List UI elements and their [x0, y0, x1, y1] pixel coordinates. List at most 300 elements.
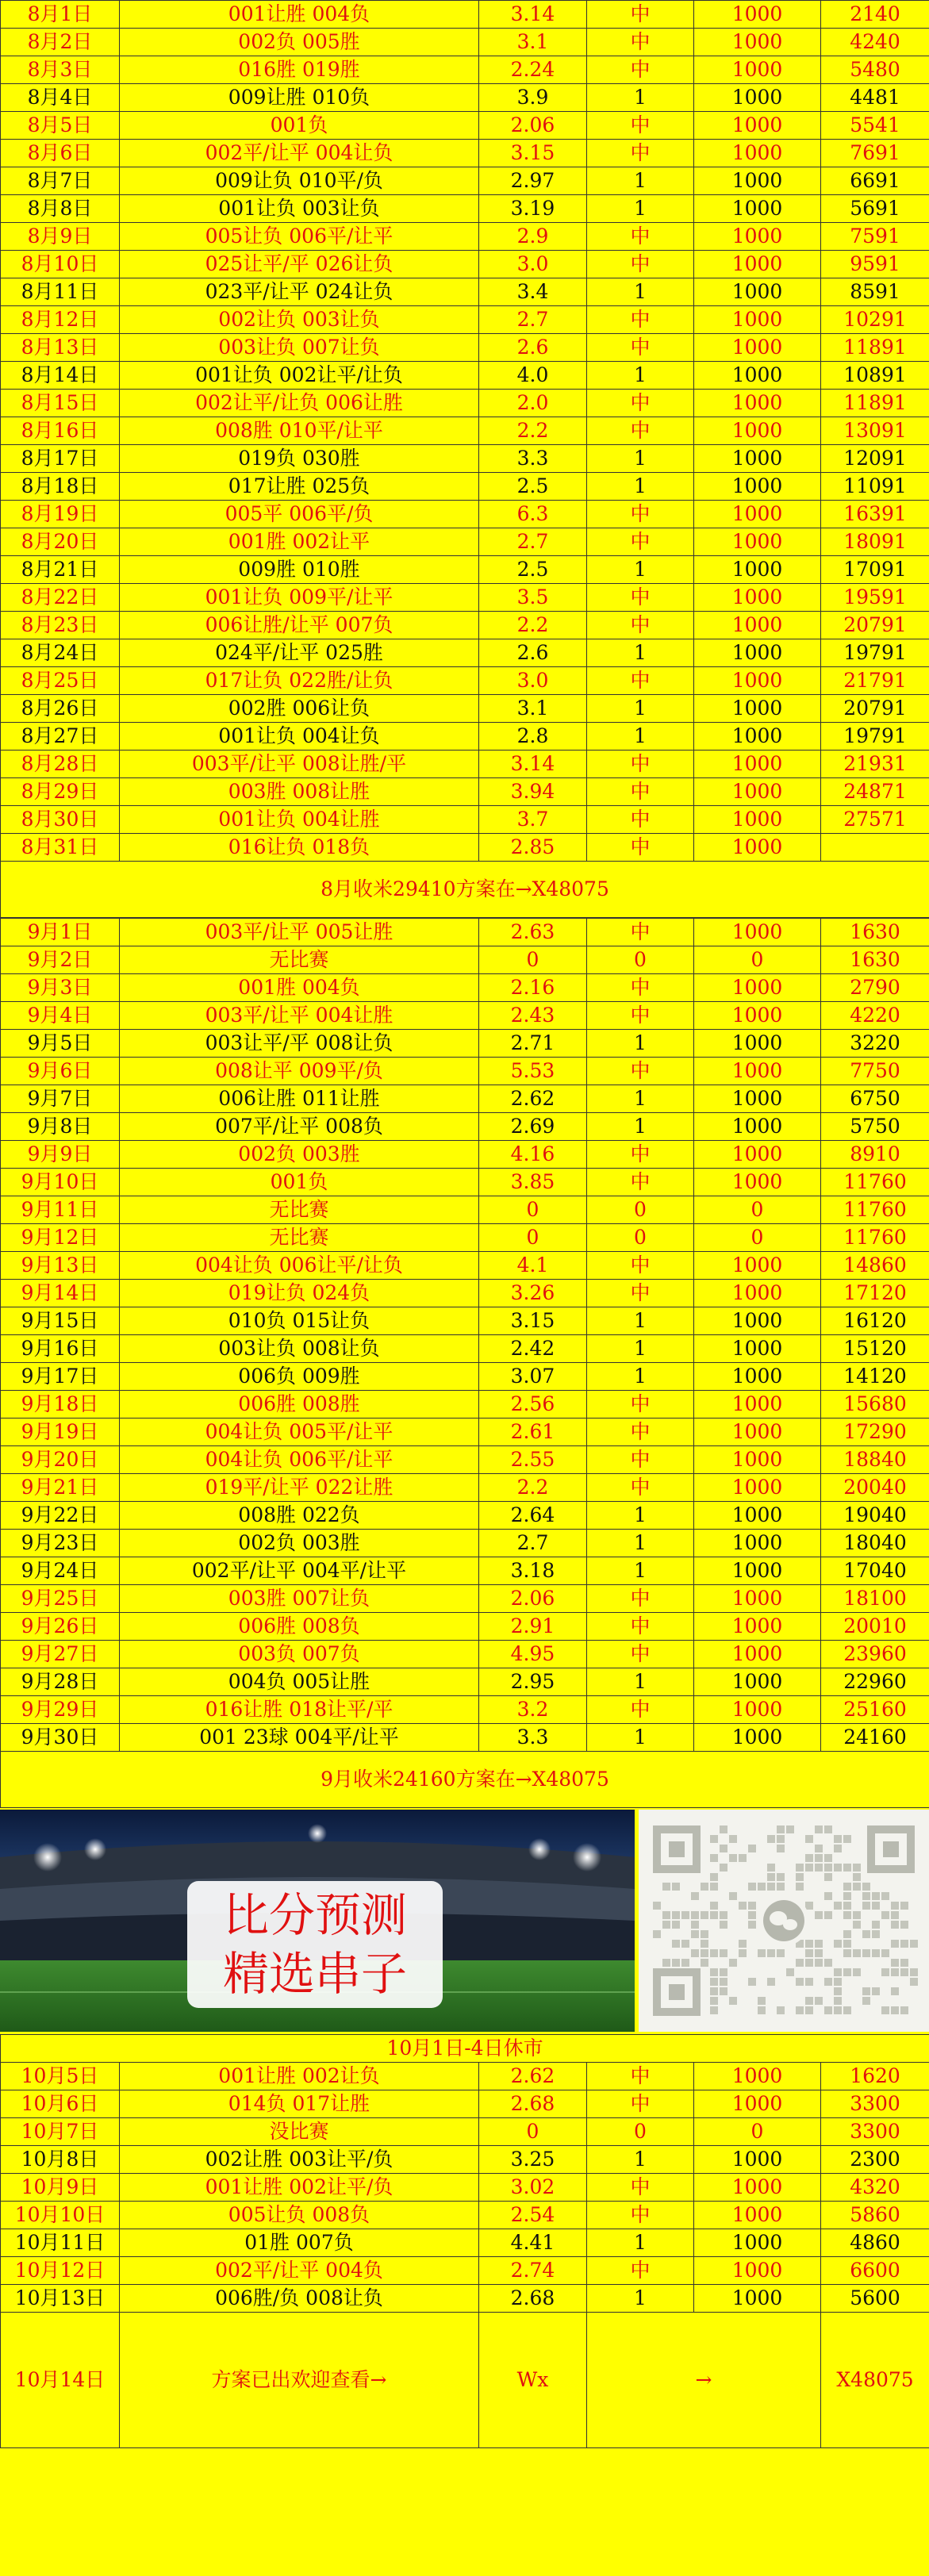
cell-result: 1 — [587, 556, 694, 584]
cell-picks: 002负 003胜 — [120, 1141, 479, 1169]
table-row — [1, 2146, 929, 2174]
table-row — [1, 362, 929, 390]
table-row — [1, 501, 929, 528]
promo-banner — [0, 1808, 929, 2034]
qr-module — [824, 1978, 832, 1986]
qr-module — [748, 1921, 756, 1929]
cell-balance: 3300 — [821, 2118, 929, 2146]
cell-result: 中 — [587, 334, 694, 362]
qr-module — [691, 1930, 699, 1938]
cell-date: 10月7日 — [1, 2118, 120, 2146]
table-row — [1, 2174, 929, 2202]
qr-module — [758, 1997, 766, 2005]
final-code: X48075 — [821, 2313, 929, 2448]
qr-module — [720, 1949, 727, 1957]
qr-module — [681, 1911, 689, 1919]
qr-module — [672, 1911, 680, 1919]
cell-stake: 1000 — [694, 112, 821, 140]
cell-balance: 4240 — [821, 29, 929, 56]
cell-stake: 1000 — [694, 1335, 821, 1363]
qr-module — [720, 1911, 727, 1919]
qr-module — [891, 1968, 899, 1976]
cell-balance: 8591 — [821, 278, 929, 306]
cell-stake: 1000 — [694, 1030, 821, 1058]
qr-module — [796, 1978, 804, 1986]
qr-module — [853, 1873, 861, 1881]
cell-odds: 3.07 — [479, 1363, 587, 1391]
cell-result: 1 — [587, 1307, 694, 1335]
qr-module — [777, 1825, 785, 1833]
cell-balance: 11760 — [821, 1224, 929, 1252]
qr-module — [767, 1873, 775, 1881]
cell-balance: 1630 — [821, 919, 929, 946]
qr-module — [815, 1825, 823, 1833]
cell-picks: 001胜 004负 — [120, 974, 479, 1002]
cell-balance: 11891 — [821, 390, 929, 417]
cell-stake: 1000 — [694, 195, 821, 223]
table-row — [1, 84, 929, 112]
qr-module — [862, 1892, 870, 1900]
cell-date: 10月8日 — [1, 2146, 120, 2174]
cell-odds: 3.5 — [479, 584, 587, 612]
cell-stake: 1000 — [694, 1474, 821, 1502]
cell-picks: 001负 — [120, 112, 479, 140]
qr-module — [720, 1978, 727, 1986]
cell-odds: 2.0 — [479, 390, 587, 417]
qr-module — [710, 1873, 718, 1881]
cell-balance: 21931 — [821, 751, 929, 778]
qr-module — [872, 1987, 880, 1995]
qr-module — [862, 1930, 870, 1938]
cell-picks: 008让平 009平/负 — [120, 1058, 479, 1085]
cell-balance: 19791 — [821, 639, 929, 667]
cell-stake: 1000 — [694, 1557, 821, 1585]
cell-result: 中 — [587, 1419, 694, 1446]
qr-module — [815, 1959, 823, 1967]
cell-result: 1 — [587, 1530, 694, 1557]
cell-stake: 1000 — [694, 1696, 821, 1724]
cell-odds: 2.74 — [479, 2257, 587, 2285]
table-row — [1, 1696, 929, 1724]
qr-module — [710, 1987, 718, 1995]
cell-date: 8月8日 — [1, 195, 120, 223]
cell-picks: 001让负 004让负 — [120, 723, 479, 751]
qr-module — [910, 1978, 918, 1986]
cell-stake: 1000 — [694, 2146, 821, 2174]
cell-picks: 002让胜 003让平/负 — [120, 2146, 479, 2174]
cell-date: 8月19日 — [1, 501, 120, 528]
cell-odds: 3.18 — [479, 1557, 587, 1585]
cell-stake: 1000 — [694, 29, 821, 56]
cell-picks: 006让胜 011让胜 — [120, 1085, 479, 1113]
cell-picks: 009让负 010平/负 — [120, 167, 479, 195]
cell-balance: 11091 — [821, 473, 929, 501]
cell-balance: 19791 — [821, 723, 929, 751]
cell-odds: 3.14 — [479, 751, 587, 778]
table-row — [1, 251, 929, 278]
table-row — [1, 445, 929, 473]
cell-odds: 6.3 — [479, 501, 587, 528]
cell-stake: 1000 — [694, 1280, 821, 1307]
cell-odds: 3.14 — [479, 1, 587, 29]
cell-stake: 1000 — [694, 278, 821, 306]
cell-result: 中 — [587, 1280, 694, 1307]
cell-date: 8月16日 — [1, 417, 120, 445]
cell-result: 中 — [587, 612, 694, 639]
cell-stake: 1000 — [694, 834, 821, 862]
cell-odds: 2.2 — [479, 417, 587, 445]
table-row — [1, 1307, 929, 1335]
cell-odds: 2.8 — [479, 723, 587, 751]
qr-module — [815, 1854, 823, 1862]
qr-module — [843, 1940, 851, 1948]
qr-module — [796, 1864, 804, 1872]
cell-picks: 002让平/让负 006让胜 — [120, 390, 479, 417]
cell-picks: 010负 015让负 — [120, 1307, 479, 1335]
cell-odds: 2.06 — [479, 1585, 587, 1613]
cell-picks: 006胜 008胜 — [120, 1391, 479, 1419]
qr-module — [662, 1883, 670, 1891]
cell-date: 8月25日 — [1, 667, 120, 695]
qr-module — [843, 1835, 851, 1843]
cell-result: 1 — [587, 1113, 694, 1141]
qr-module — [758, 2006, 766, 2014]
qr-module — [910, 1968, 918, 1976]
cell-picks: 003胜 008让胜 — [120, 778, 479, 806]
qr-module — [843, 1892, 851, 1900]
qr-module — [691, 1949, 699, 1957]
table-row — [1, 806, 929, 834]
cell-picks: 001让胜 002让负 — [120, 2063, 479, 2090]
cell-balance: 11891 — [821, 334, 929, 362]
october-rows — [1, 2063, 929, 2313]
cell-date: 10月6日 — [1, 2090, 120, 2118]
cell-result: 中 — [587, 1002, 694, 1030]
qr-module — [767, 1883, 775, 1891]
cell-balance: 4860 — [821, 2229, 929, 2257]
qr-module — [720, 1864, 727, 1872]
cell-balance: 20040 — [821, 1474, 929, 1502]
qr-module — [710, 1854, 718, 1862]
cell-result: 中 — [587, 223, 694, 251]
qr-module — [767, 1864, 775, 1872]
qr-module — [739, 1940, 747, 1948]
qr-module — [843, 1902, 851, 1910]
qr-module — [662, 1959, 670, 1967]
cell-balance: 7591 — [821, 223, 929, 251]
cell-odds: 3.94 — [479, 778, 587, 806]
cell-stake: 1000 — [694, 334, 821, 362]
table-row — [1, 667, 929, 695]
qr-module — [881, 1949, 889, 1957]
cell-picks: 003让负 007让负 — [120, 334, 479, 362]
cell-picks: 019让负 024负 — [120, 1280, 479, 1307]
qr-module — [701, 1959, 708, 1967]
cell-odds: 2.85 — [479, 834, 587, 862]
cell-balance: 6600 — [821, 2257, 929, 2285]
qr-module — [900, 1921, 908, 1929]
cell-date: 8月3日 — [1, 56, 120, 84]
cell-odds: 3.1 — [479, 29, 587, 56]
cell-odds: 3.02 — [479, 2174, 587, 2202]
cell-picks: 003胜 007让负 — [120, 1585, 479, 1613]
cell-result: 1 — [587, 1724, 694, 1752]
cell-stake: 1000 — [694, 1391, 821, 1419]
cell-stake: 1000 — [694, 1530, 821, 1557]
cell-result: 1 — [587, 723, 694, 751]
cell-balance: 5860 — [821, 2202, 929, 2229]
wechat-qr-code-icon[interactable] — [639, 1810, 929, 2032]
cell-balance: 7750 — [821, 1058, 929, 1085]
qr-module — [843, 1949, 851, 1957]
cell-balance — [821, 834, 929, 862]
cell-balance: 11760 — [821, 1196, 929, 1224]
cell-odds: 2.95 — [479, 1668, 587, 1696]
cell-odds: 2.2 — [479, 612, 587, 639]
table-row — [1, 1391, 929, 1419]
table-row — [1, 56, 929, 84]
cell-stake: 1000 — [694, 723, 821, 751]
qr-module — [805, 1835, 813, 1843]
cell-result: 中 — [587, 56, 694, 84]
cell-result: 中 — [587, 2257, 694, 2285]
qr-module — [701, 1949, 708, 1957]
cell-stake: 1000 — [694, 417, 821, 445]
qr-module — [672, 1883, 680, 1891]
qr-module — [881, 1911, 889, 1919]
cell-date: 9月4日 — [1, 1002, 120, 1030]
cell-balance: 18100 — [821, 1585, 929, 1613]
cell-balance: 6750 — [821, 1085, 929, 1113]
table-row — [1, 1613, 929, 1641]
cell-picks: 006让胜/让平 007负 — [120, 612, 479, 639]
cell-odds: 3.15 — [479, 1307, 587, 1335]
cell-odds: 4.16 — [479, 1141, 587, 1169]
cell-picks: 002让负 003让负 — [120, 306, 479, 334]
cell-stake: 1000 — [694, 445, 821, 473]
cell-date: 8月1日 — [1, 1, 120, 29]
cell-balance: 13091 — [821, 417, 929, 445]
cell-odds: 2.5 — [479, 556, 587, 584]
qr-module — [710, 1968, 718, 1976]
cell-picks: 003让平/平 008让负 — [120, 1030, 479, 1058]
qr-module — [872, 1949, 880, 1957]
cell-picks: 001负 — [120, 1169, 479, 1196]
cell-result: 0 — [587, 1196, 694, 1224]
table-row — [1, 2257, 929, 2285]
table-row — [1, 1502, 929, 1530]
cell-date: 10月5日 — [1, 2063, 120, 2090]
cell-balance: 25160 — [821, 1696, 929, 1724]
october-header: 10月1日-4日休市 — [1, 2035, 929, 2063]
cell-result: 0 — [587, 2118, 694, 2146]
qr-module — [843, 1864, 851, 1872]
cell-balance: 10291 — [821, 306, 929, 334]
cell-balance: 19040 — [821, 1502, 929, 1530]
cell-balance: 5600 — [821, 2285, 929, 2313]
cell-result: 中 — [587, 306, 694, 334]
qr-module — [701, 1883, 708, 1891]
cell-result: 中 — [587, 2202, 694, 2229]
qr-module — [891, 1902, 899, 1910]
table-row — [1, 1724, 929, 1752]
qr-module — [843, 1930, 851, 1938]
cell-date: 9月19日 — [1, 1419, 120, 1446]
qr-module — [862, 1997, 870, 2005]
table-row — [1, 723, 929, 751]
cell-picks: 006负 009胜 — [120, 1363, 479, 1391]
cell-date: 8月27日 — [1, 723, 120, 751]
cell-picks: 001让负 002让平/让负 — [120, 362, 479, 390]
table-row — [1, 1585, 929, 1613]
cell-balance: 5750 — [821, 1113, 929, 1141]
table-row — [1, 639, 929, 667]
table-row — [1, 778, 929, 806]
qr-module — [748, 1978, 756, 1986]
cell-result: 中 — [587, 1391, 694, 1419]
cell-picks: 006胜 008负 — [120, 1613, 479, 1641]
qr-module — [662, 1921, 670, 1929]
qr-module — [815, 1845, 823, 1852]
cell-date: 9月7日 — [1, 1085, 120, 1113]
cell-balance: 16120 — [821, 1307, 929, 1335]
cell-stake: 1000 — [694, 362, 821, 390]
cell-date: 8月26日 — [1, 695, 120, 723]
cell-stake: 1000 — [694, 667, 821, 695]
qr-module — [862, 1949, 870, 1957]
qr-module — [739, 1902, 747, 1910]
cell-odds: 2.68 — [479, 2090, 587, 2118]
cell-odds: 3.4 — [479, 278, 587, 306]
qr-module — [843, 1968, 851, 1976]
cell-picks: 001 23球 004平/让平 — [120, 1724, 479, 1752]
cell-picks: 004让负 006让平/让负 — [120, 1252, 479, 1280]
cell-picks: 002负 005胜 — [120, 29, 479, 56]
qr-module — [748, 1883, 756, 1891]
cell-result: 1 — [587, 2285, 694, 2313]
cell-stake: 1000 — [694, 140, 821, 167]
qr-module — [701, 1940, 708, 1948]
cell-picks: 016让胜 018让平/平 — [120, 1696, 479, 1724]
cell-balance: 17091 — [821, 556, 929, 584]
cell-result: 中 — [587, 1169, 694, 1196]
cell-odds: 2.62 — [479, 2063, 587, 2090]
cell-result: 1 — [587, 1668, 694, 1696]
cell-date: 9月3日 — [1, 974, 120, 1002]
qr-module — [834, 1902, 842, 1910]
qr-module — [729, 1892, 737, 1900]
qr-module — [853, 1864, 861, 1872]
cell-odds: 2.24 — [479, 56, 587, 84]
cell-stake: 1000 — [694, 1252, 821, 1280]
cell-picks: 002胜 006让负 — [120, 695, 479, 723]
cell-result: 中 — [587, 29, 694, 56]
qr-module — [691, 1892, 699, 1900]
qr-module — [710, 1997, 718, 2005]
cell-result: 1 — [587, 1363, 694, 1391]
cell-picks: 003让负 008让负 — [120, 1335, 479, 1363]
cell-picks: 001让负 009平/让平 — [120, 584, 479, 612]
qr-module — [691, 1911, 699, 1919]
cell-balance: 1630 — [821, 946, 929, 974]
cell-odds: 2.91 — [479, 1613, 587, 1641]
cell-date: 9月1日 — [1, 919, 120, 946]
table-row — [1, 946, 929, 974]
cell-balance: 20791 — [821, 612, 929, 639]
cell-picks: 014负 017让胜 — [120, 2090, 479, 2118]
qr-module — [710, 1949, 718, 1957]
qr-module — [748, 1902, 756, 1910]
qr-module — [729, 1854, 737, 1862]
cell-picks: 004让负 006平/让平 — [120, 1446, 479, 1474]
cell-result: 中 — [587, 112, 694, 140]
cell-date: 9月27日 — [1, 1641, 120, 1668]
cell-balance: 24871 — [821, 778, 929, 806]
cell-stake: 1000 — [694, 501, 821, 528]
cell-odds: 3.25 — [479, 2146, 587, 2174]
cell-odds: 3.2 — [479, 1696, 587, 1724]
september-summary-row — [1, 1752, 929, 1808]
cell-odds: 2.63 — [479, 919, 587, 946]
cell-result: 1 — [587, 167, 694, 195]
cell-result: 1 — [587, 445, 694, 473]
cell-stake: 1000 — [694, 1002, 821, 1030]
cell-picks: 无比赛 — [120, 1224, 479, 1252]
cell-stake: 1000 — [694, 1668, 821, 1696]
cell-stake: 1000 — [694, 2202, 821, 2229]
table-row — [1, 2063, 929, 2090]
cell-odds: 2.55 — [479, 1446, 587, 1474]
table-row — [1, 2229, 929, 2257]
cell-stake: 1000 — [694, 974, 821, 1002]
table-row — [1, 29, 929, 56]
cell-date: 9月13日 — [1, 1252, 120, 1280]
cell-date: 8月17日 — [1, 445, 120, 473]
qr-module — [653, 1902, 661, 1910]
table-row — [1, 584, 929, 612]
qr-module — [681, 1940, 689, 1948]
cell-balance: 4320 — [821, 2174, 929, 2202]
cell-date: 10月11日 — [1, 2229, 120, 2257]
cell-stake: 1000 — [694, 473, 821, 501]
qr-module — [720, 1825, 727, 1833]
table-row — [1, 1085, 929, 1113]
cell-odds: 2.7 — [479, 306, 587, 334]
table-row — [1, 1196, 929, 1224]
cell-result: 1 — [587, 639, 694, 667]
cell-stake: 1000 — [694, 223, 821, 251]
september-summary: 9月收米24160方案在→X48075 — [1, 1752, 929, 1808]
table-row — [1, 556, 929, 584]
qr-module — [824, 1959, 832, 1967]
cell-result: 中 — [587, 1613, 694, 1641]
table-row — [1, 1280, 929, 1307]
cell-balance: 27571 — [821, 806, 929, 834]
cell-picks: 002平/让平 004让负 — [120, 140, 479, 167]
cell-date: 9月15日 — [1, 1307, 120, 1335]
cell-date: 9月26日 — [1, 1613, 120, 1641]
cell-date: 9月14日 — [1, 1280, 120, 1307]
cell-odds: 3.15 — [479, 140, 587, 167]
qr-module — [653, 1930, 661, 1938]
table-row — [1, 278, 929, 306]
cell-odds: 3.0 — [479, 251, 587, 278]
cell-balance: 5541 — [821, 112, 929, 140]
qr-module — [834, 1940, 842, 1948]
cell-picks: 001让胜 004负 — [120, 1, 479, 29]
cell-date: 8月21日 — [1, 556, 120, 584]
cell-stake: 0 — [694, 1224, 821, 1252]
